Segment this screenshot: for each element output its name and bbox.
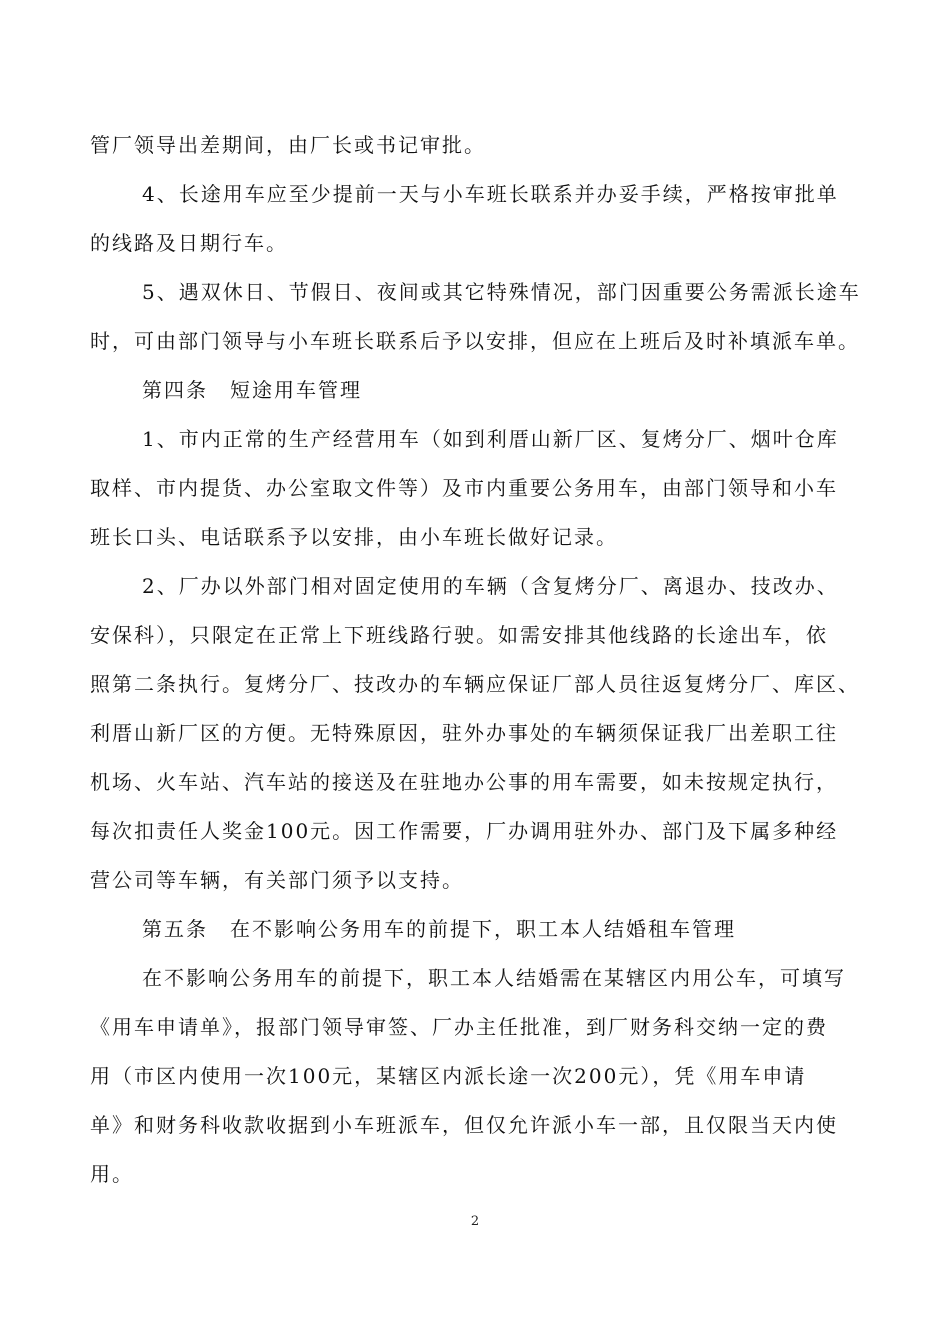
text-line: 营公司等车辆，有关部门须予以支持。 <box>90 868 464 892</box>
document-body <box>90 121 862 1199</box>
text-line: 每次扣责任人奖金100元。因工作需要，厂办调用驻外办、部门及下属多种经 <box>90 819 839 843</box>
text-line: 照第二条执行。复烤分厂、技改办的车辆应保证厂部人员往返复烤分厂、库区、 <box>90 672 860 696</box>
text-line: 在不影响公务用车的前提下，职工本人结婚需在某辖区内用公车，可填写 <box>142 966 846 990</box>
text-line: 班长口头、电话联系予以安排，由小车班长做好记录。 <box>90 525 618 549</box>
text-line: 1、市内正常的生产经营用车（如到利厝山新厂区、复烤分厂、烟叶仓库 <box>142 427 839 451</box>
text-line: 单》和财务科收款收据到小车班派车，但仅允许派小车一部，且仅限当天内使 <box>90 1113 838 1137</box>
text-line: 《用车申请单》，报部门领导审签、厂办主任批准，到厂财务科交纳一定的费 <box>90 1015 828 1039</box>
text-line: 的线路及日期行车。 <box>90 231 288 255</box>
text-line: 2、厂办以外部门相对固定使用的车辆（含复烤分厂、离退办、技改办、 <box>142 574 839 598</box>
section-heading: 第五条 在不影响公务用车的前提下，职工本人结婚租车管理 <box>142 917 736 941</box>
text-line: 4、长途用车应至少提前一天与小车班长联系并办妥手续，严格按审批单 <box>142 182 839 206</box>
text-line: 管厂领导出差期间，由厂长或书记审批。 <box>90 133 486 157</box>
page-number: 2 <box>470 1214 480 1229</box>
text-line: 取样、市内提货、办公室取文件等）及市内重要公务用车，由部门领导和小车 <box>90 476 838 500</box>
text-line: 用（市区内使用一次100元，某辖区内派长途一次200元），凭《用车申请 <box>90 1064 807 1088</box>
text-line: 时，可由部门领导与小车班长联系后予以安排，但应在上班后及时补填派车单。 <box>90 329 860 353</box>
text-line: 机场、火车站、汽车站的接送及在驻地办公事的用车需要，如未按规定执行， <box>90 770 838 794</box>
text-line: 5、遇双休日、节假日、夜间或其它特殊情况，部门因重要公务需派长途车 <box>142 280 861 304</box>
text-line: 利厝山新厂区的方便。无特殊原因，驻外办事处的车辆须保证我厂出差职工往 <box>90 721 838 745</box>
section-heading: 第四条 短途用车管理 <box>142 378 362 402</box>
text-line: 用。 <box>90 1162 134 1186</box>
text-line: 安保科），只限定在正常上下班线路行驶。如需安排其他线路的长途出车，依 <box>90 623 828 647</box>
